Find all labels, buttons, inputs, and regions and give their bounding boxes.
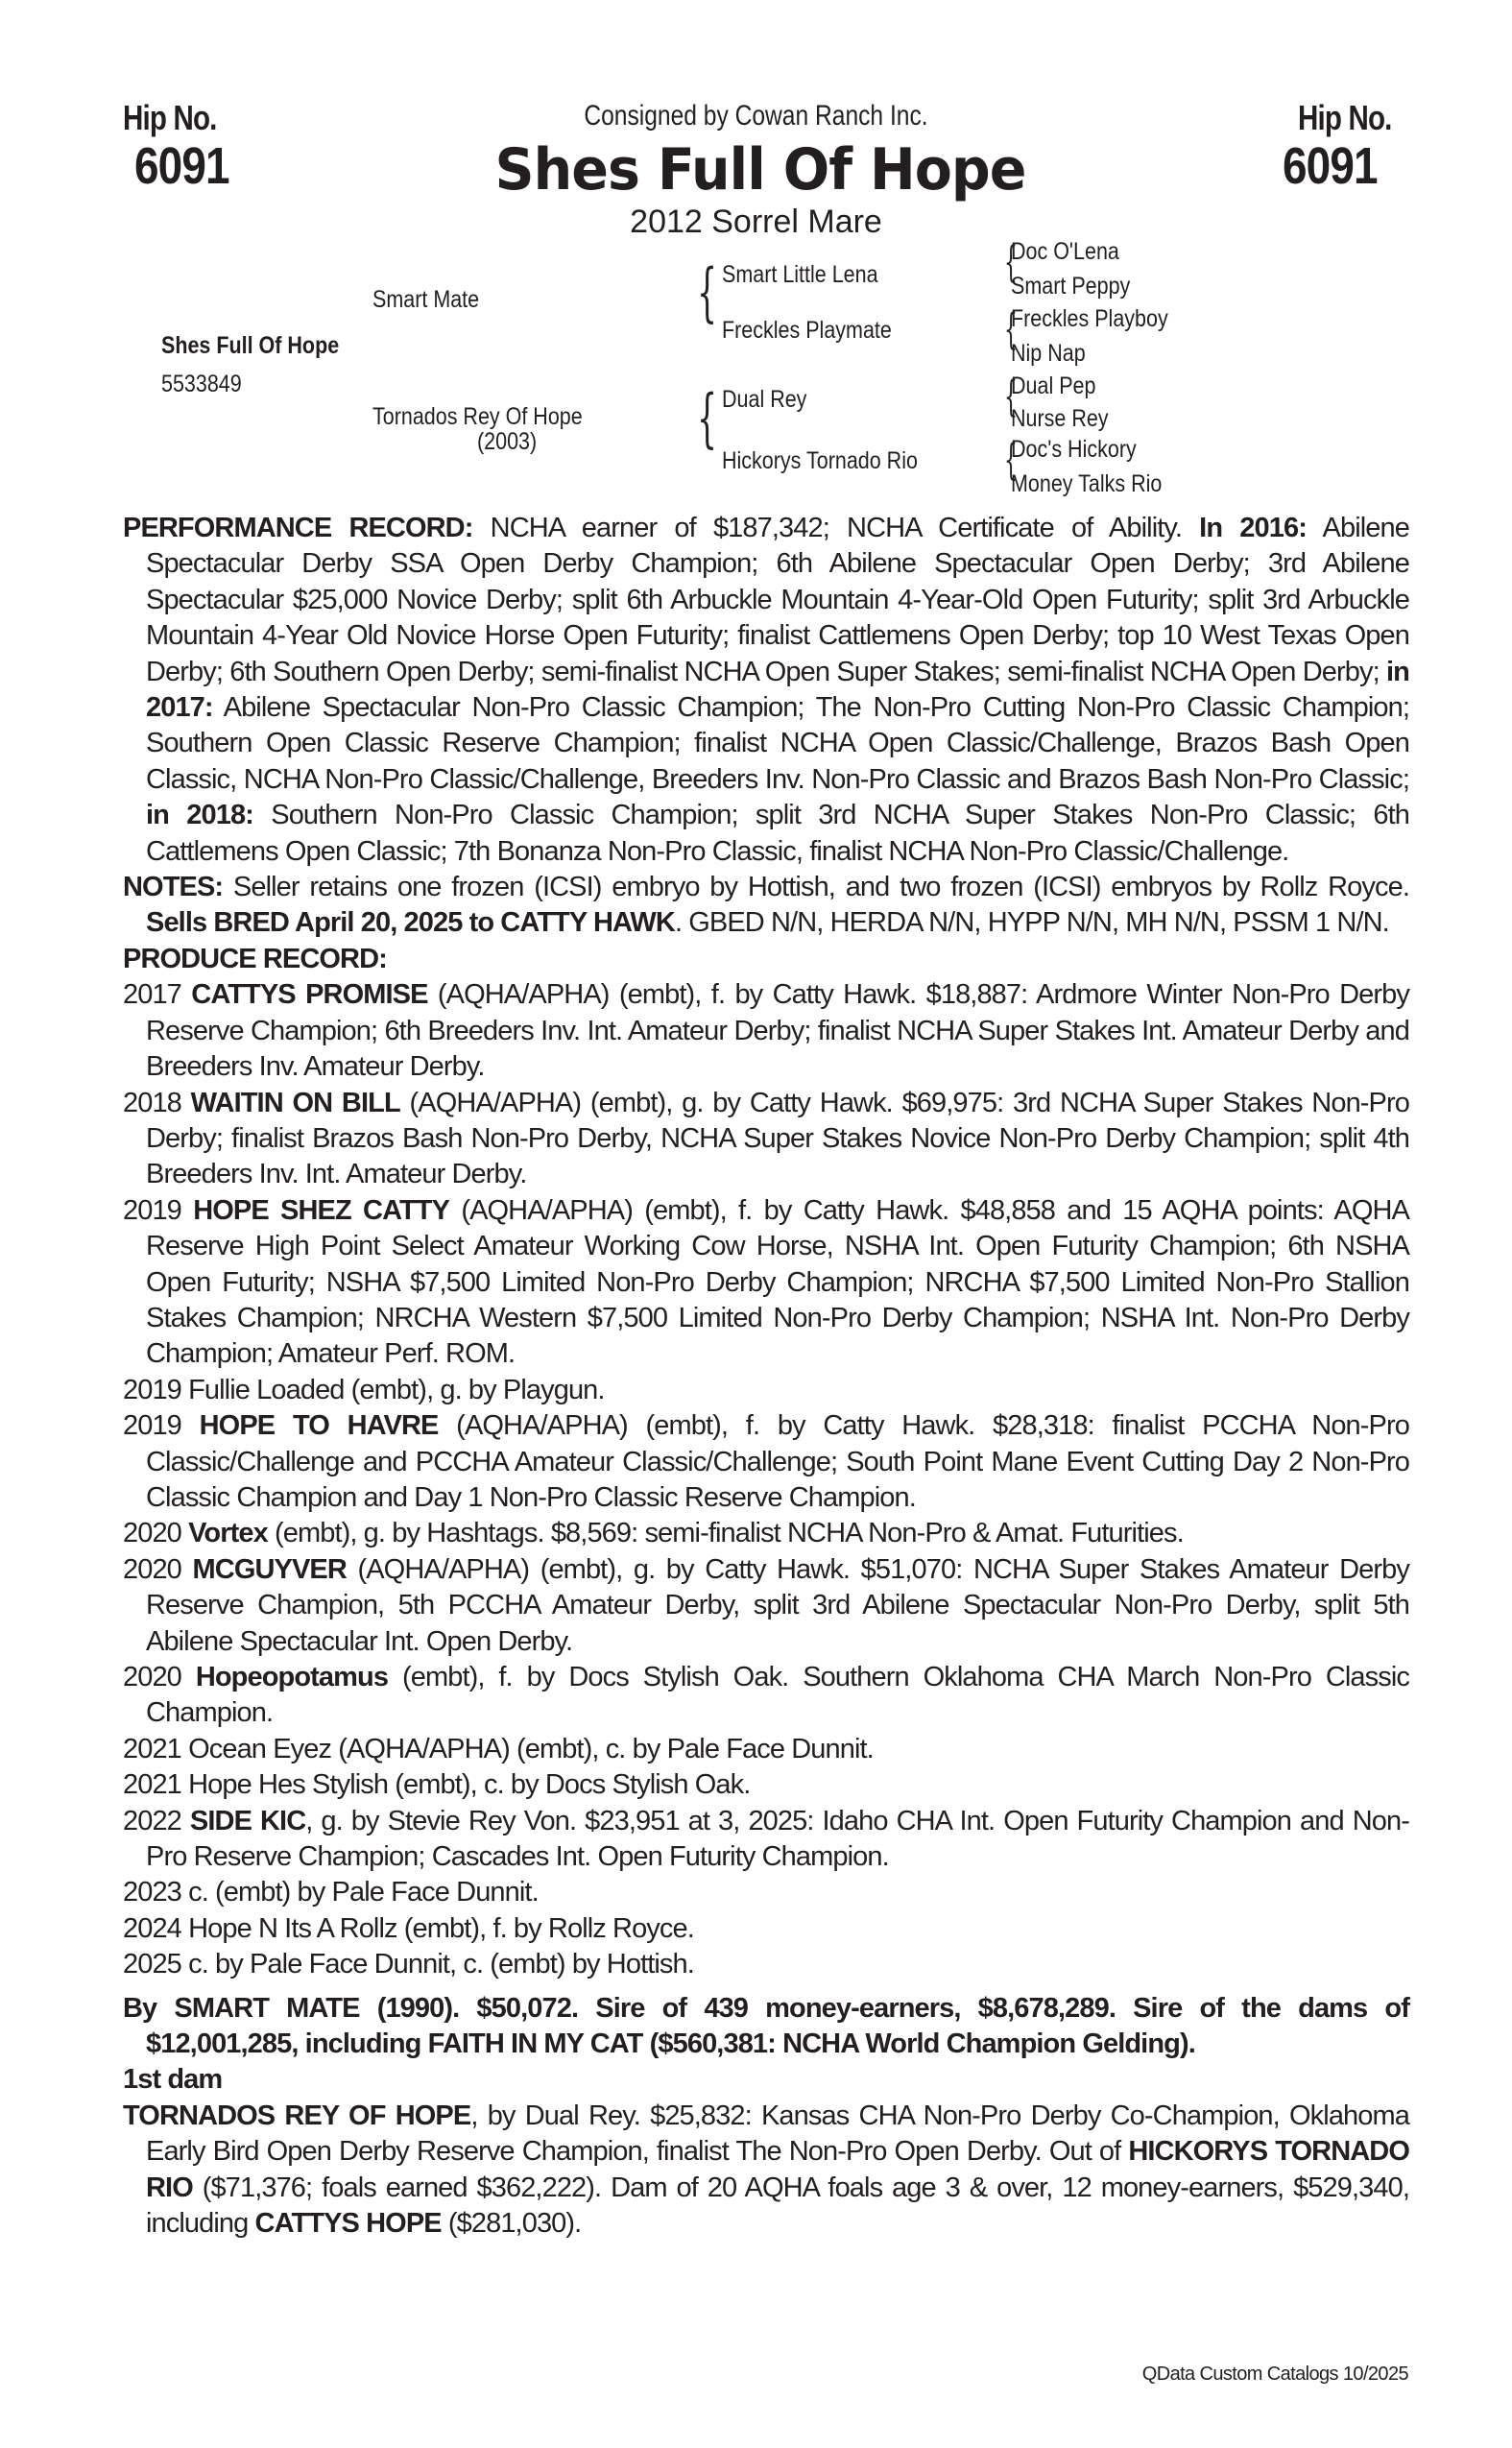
pedigree-registration: 5533849 — [161, 371, 242, 397]
pedigree-dam-sire: Dual Rey — [722, 386, 807, 413]
notes-text-1: Seller retains one frozen (ICSI) embryo by Hottish, and two frozen (ICSI) embryos by Rollz Royce. — [223, 872, 1409, 903]
produce-details: (AQHA/APHA) (embt), f. by Catty Hawk. $28,318: finalist PCCHA Non-Pro Classic/Challenge and PCCHA Amateur Classic/Challenge; South Point Mane Event Cutting Day 2 Non-Pro Classic Champion and Day 1 Non-Pro Classic Reserve Champion. — [146, 1410, 1409, 1513]
pedigree-ggp-2: Smart Peppy — [1011, 273, 1131, 300]
brace-icon: { — [1004, 238, 1018, 287]
pedigree-ggp-5: Dual Pep — [1011, 372, 1096, 399]
year-2018-label: in 2018: — [146, 800, 253, 831]
hip-label-right: Hip No. — [1298, 98, 1392, 137]
produce-year: 2019 — [123, 1410, 181, 1442]
notes-label: NOTES: — [123, 872, 224, 903]
first-dam-text-3: ($281,030). — [441, 2208, 582, 2240]
produce-year: 2024 — [123, 1912, 181, 1944]
produce-year: 2020 — [123, 1553, 181, 1585]
produce-details: c. (embt) by Pale Face Dunnit. — [188, 1877, 539, 1908]
produce-foal-name: CATTYS PROMISE — [191, 979, 428, 1011]
horse-name: Shes Full Of Hope — [495, 136, 1026, 204]
catalog-body — [123, 511, 1409, 2243]
first-dam-text-2: ($71,376; foals earned $362,222). Dam of 20 AQHA foals age 3 & over, 12 money-earners, $529,340, including — [146, 2172, 1409, 2240]
consignor-text: Consigned by Cowan Ranch Inc. — [584, 100, 928, 132]
produce-item — [123, 1804, 1409, 1876]
produce-year: 2025 — [123, 1949, 181, 1980]
produce-item — [123, 1947, 1409, 1982]
brace-icon: { — [1004, 372, 1018, 421]
performance-label: PERFORMANCE RECORD: — [123, 513, 473, 543]
horse-description: 2012 Sorrel Mare — [630, 204, 882, 240]
produce-details: Fullie Loaded (embt), g. by Playgun. — [188, 1374, 605, 1405]
pedigree-dam-year: (2003) — [477, 428, 538, 455]
year-2018-text: Southern Non-Pro Classic Champion; split 3rd NCHA Super Stakes Non-Pro Classic; 6th Cattlemens Open Classic; 7th Bonanza Non-Pro Classic, finalist NCHA Non-Pro Classic/Challenge. — [146, 800, 1409, 867]
produce-list — [123, 977, 1409, 1982]
notes-bred: Sells BRED April 20, 2025 to CATTY HAWK — [146, 907, 675, 939]
produce-year: 2020 — [123, 1662, 181, 1692]
produce-details: (embt), g. by Hashtags. $8,569: semi-finalist NCHA Non-Pro & Amat. Futurities. — [267, 1518, 1184, 1549]
pedigree-ggp-7: Doc's Hickory — [1011, 436, 1137, 463]
produce-item — [123, 1875, 1409, 1910]
brace-icon: { — [1004, 436, 1018, 485]
brace-icon: { — [1004, 305, 1018, 354]
produce-item — [123, 1660, 1409, 1732]
produce-item — [123, 1408, 1409, 1516]
hip-number-left: 6091 — [134, 137, 229, 195]
pedigree-ggp-8: Money Talks Rio — [1011, 470, 1163, 497]
brace-icon: { — [697, 255, 717, 329]
catalog-footer: QData Custom Catalogs 10/2025 — [1141, 2364, 1408, 2385]
year-2016-text: Abilene Spectacular Derby SSA Open Derby Champion; 6th Abilene Spectacular Open Derby; 3rd Abilene Spectacular $25,000 Novice Derby; split 6th Arbuckle Mountain 4-Year-Old Open Futurity; split 3rd Arbuckle Mountain 4-Year Old Novice Horse Open Futurity; finalist Cattlemens Open Derby; top 10 West Texas Open Derby; 6th Southern Open Derby; semi-finalist NCHA Open Super Stakes; semi-finalist NCHA Open Derby; — [146, 513, 1409, 687]
produce-year: 2023 — [123, 1877, 181, 1908]
year-2017-text: Abilene Spectacular Non-Pro Classic Champion; The Non-Pro Cutting Non-Pro Classic Champion; Southern Open Classic Reserve Champion; finalist NCHA Open Classic/Challenge, Brazos Bash Open Classic, NCHA Non-Pro Classic/Challenge, Breeders Inv. Non-Pro Classic and Brazos Bash Non-Pro Classic; — [146, 692, 1409, 795]
pedigree-sire-sire: Smart Little Lena — [722, 261, 878, 288]
first-dam — [123, 2099, 1409, 2243]
produce-details: (AQHA/APHA) (embt), f. by Catty Hawk. $18,887: Ardmore Winter Non-Pro Derby Reserve Champion; 6th Breeders Inv. Int. Amateur Derby; finalist NCHA Super Stakes Int. Amateur Derby and Breeders Inv. Amateur Derby. — [146, 979, 1409, 1083]
produce-year: 2022 — [123, 1805, 181, 1836]
granddam-name: HICKORYS TORNADO RIO — [146, 2136, 1409, 2203]
produce-record-heading — [123, 942, 1409, 977]
first-dam-name: TORNADOS REY OF HOPE — [123, 2100, 471, 2131]
produce-details: (AQHA/APHA) (embt), g. by Catty Hawk. $51,070: NCHA Super Stakes Amateur Derby Reserve Champion, 5th PCCHA Amateur Derby, split 3rd Abilene Spectacular Non-Pro Derby, split 5th Abilene Spectacular Int. Open Derby. — [146, 1553, 1409, 1657]
produce-item — [123, 1373, 1409, 1408]
produce-item — [123, 1552, 1409, 1660]
pedigree-subject-name: Shes Full Of Hope — [161, 332, 340, 359]
produce-item — [123, 1911, 1409, 1947]
produce-details: (embt), f. by Docs Stylish Oak. Southern Oklahoma CHA March Non-Pro Classic Champion. — [146, 1662, 1409, 1729]
year-2017-label: in 2017: — [146, 656, 1409, 724]
produce-item — [123, 1086, 1409, 1193]
produce-foal-name: HOPE SHEZ CATTY — [193, 1194, 450, 1226]
pedigree-ggp-4: Nip Nap — [1011, 340, 1086, 367]
consignor-line — [0, 100, 1512, 132]
produce-year: 2020 — [123, 1518, 181, 1549]
hip-label-left: Hip No. — [123, 98, 217, 137]
produce-item — [123, 1767, 1409, 1803]
produce-year: 2021 — [123, 1769, 181, 1801]
produce-details: (AQHA/APHA) (embt), f. by Catty Hawk. $48,858 and 15 AQHA points: AQHA Reserve High Point Select Amateur Working Cow Horse, NSHA Int. Open Futurity Champion; 6th NSHA Open Futurity; NSHA $7,500 Limited Non-Pro Derby Champion; NRCHA $7,500 Limited Non-Pro Stallion Stakes Champion; NRCHA Western $7,500 Limited Non-Pro Derby Champion; NSHA Int. Non-Pro Derby Champion; Amateur Perf. ROM. — [146, 1194, 1409, 1370]
first-dam-heading — [123, 2062, 1409, 2098]
produce-details: c. by Pale Face Dunnit, c. (embt) by Hottish. — [188, 1949, 694, 1980]
produce-foal-name: MCGUYVER — [192, 1553, 347, 1585]
pedigree-ggp-1: Doc O'Lena — [1011, 238, 1119, 265]
pedigree-ggp-3: Freckles Playboy — [1011, 305, 1168, 332]
produce-foal-name: WAITIN ON BILL — [190, 1087, 400, 1118]
sire-summary-text: By SMART MATE (1990). $50,072. Sire of 439 money-earners, $8,678,289. Sire of the dams of $12,001,285, including FAITH IN MY CAT ($560,381: NCHA World Champion Gelding). — [123, 1992, 1409, 2060]
horse-title — [0, 136, 1512, 204]
produce-details: Hope N Its A Rollz (embt), f. by Rollz Royce. — [188, 1912, 694, 1944]
notes — [123, 870, 1409, 942]
produce-year: 2021 — [123, 1733, 181, 1764]
pedigree-sire: Smart Mate — [372, 286, 480, 313]
produce-year: 2019 — [123, 1194, 181, 1226]
produce-foal-name: SIDE KIC — [189, 1805, 306, 1836]
produce-details: Ocean Eyez (AQHA/APHA) (embt), c. by Pale Face Dunnit. — [188, 1733, 874, 1764]
produce-item — [123, 1516, 1409, 1551]
year-2016-label: In 2016: — [1199, 513, 1307, 543]
produce-year: 2018 — [123, 1087, 181, 1118]
produce-details: Hope Hes Stylish (embt), c. by Docs Stylish Oak. — [188, 1769, 751, 1801]
notes-text-2: . GBED N/N, HERDA N/N, HYPP N/N, MH N/N, PSSM 1 N/N. — [674, 907, 1389, 939]
produce-item — [123, 1193, 1409, 1373]
pedigree-sire-dam: Freckles Playmate — [722, 317, 892, 344]
pedigree-dam-dam: Hickorys Tornado Rio — [722, 447, 918, 474]
produce-foal-name: HOPE TO HAVRE — [199, 1410, 439, 1442]
produce-details: (AQHA/APHA) (embt), g. by Catty Hawk. $69,975: 3rd NCHA Super Stakes Non-Pro Derby; finalist Brazos Bash Non-Pro Derby, NCHA Super Stakes Novice Non-Pro Derby Champion; split 4th Breeders Inv. Int. Amateur Derby. — [146, 1087, 1409, 1190]
first-dam-label: 1st dam — [123, 2064, 223, 2096]
performance-record — [123, 511, 1409, 870]
pedigree-dam: Tornados Rey Of Hope — [372, 403, 583, 430]
produce-item — [123, 977, 1409, 1085]
produce-year: 2017 — [123, 979, 181, 1011]
performance-intro: NCHA earner of $187,342; NCHA Certificate of Ability. — [472, 513, 1200, 543]
notable-foal-name: CATTYS HOPE — [254, 2208, 442, 2240]
produce-item — [123, 1732, 1409, 1767]
produce-foal-name: Vortex — [188, 1518, 268, 1549]
hip-number-right: 6091 — [1283, 137, 1378, 195]
produce-foal-name: Hopeopotamus — [195, 1662, 389, 1692]
produce-label: PRODUCE RECORD: — [123, 943, 387, 974]
produce-details: , g. by Stevie Rey Von. $23,951 at 3, 2025: Idaho CHA Int. Open Futurity Champion and Non-Pro Reserve Champion; Cascades Int. Open Futurity Champion. — [146, 1805, 1409, 1873]
brace-icon: { — [697, 381, 717, 455]
produce-year: 2019 — [123, 1374, 181, 1405]
first-dam-text-1: , by Dual Rey. $25,832: Kansas CHA Non-Pro Derby Co-Champion, Oklahoma Early Bird Open Derby Reserve Champion, finalist The Non-Pro Open Derby. Out of — [146, 2100, 1409, 2168]
pedigree-ggp-6: Nurse Rey — [1011, 405, 1109, 432]
sire-summary — [123, 1991, 1409, 2063]
